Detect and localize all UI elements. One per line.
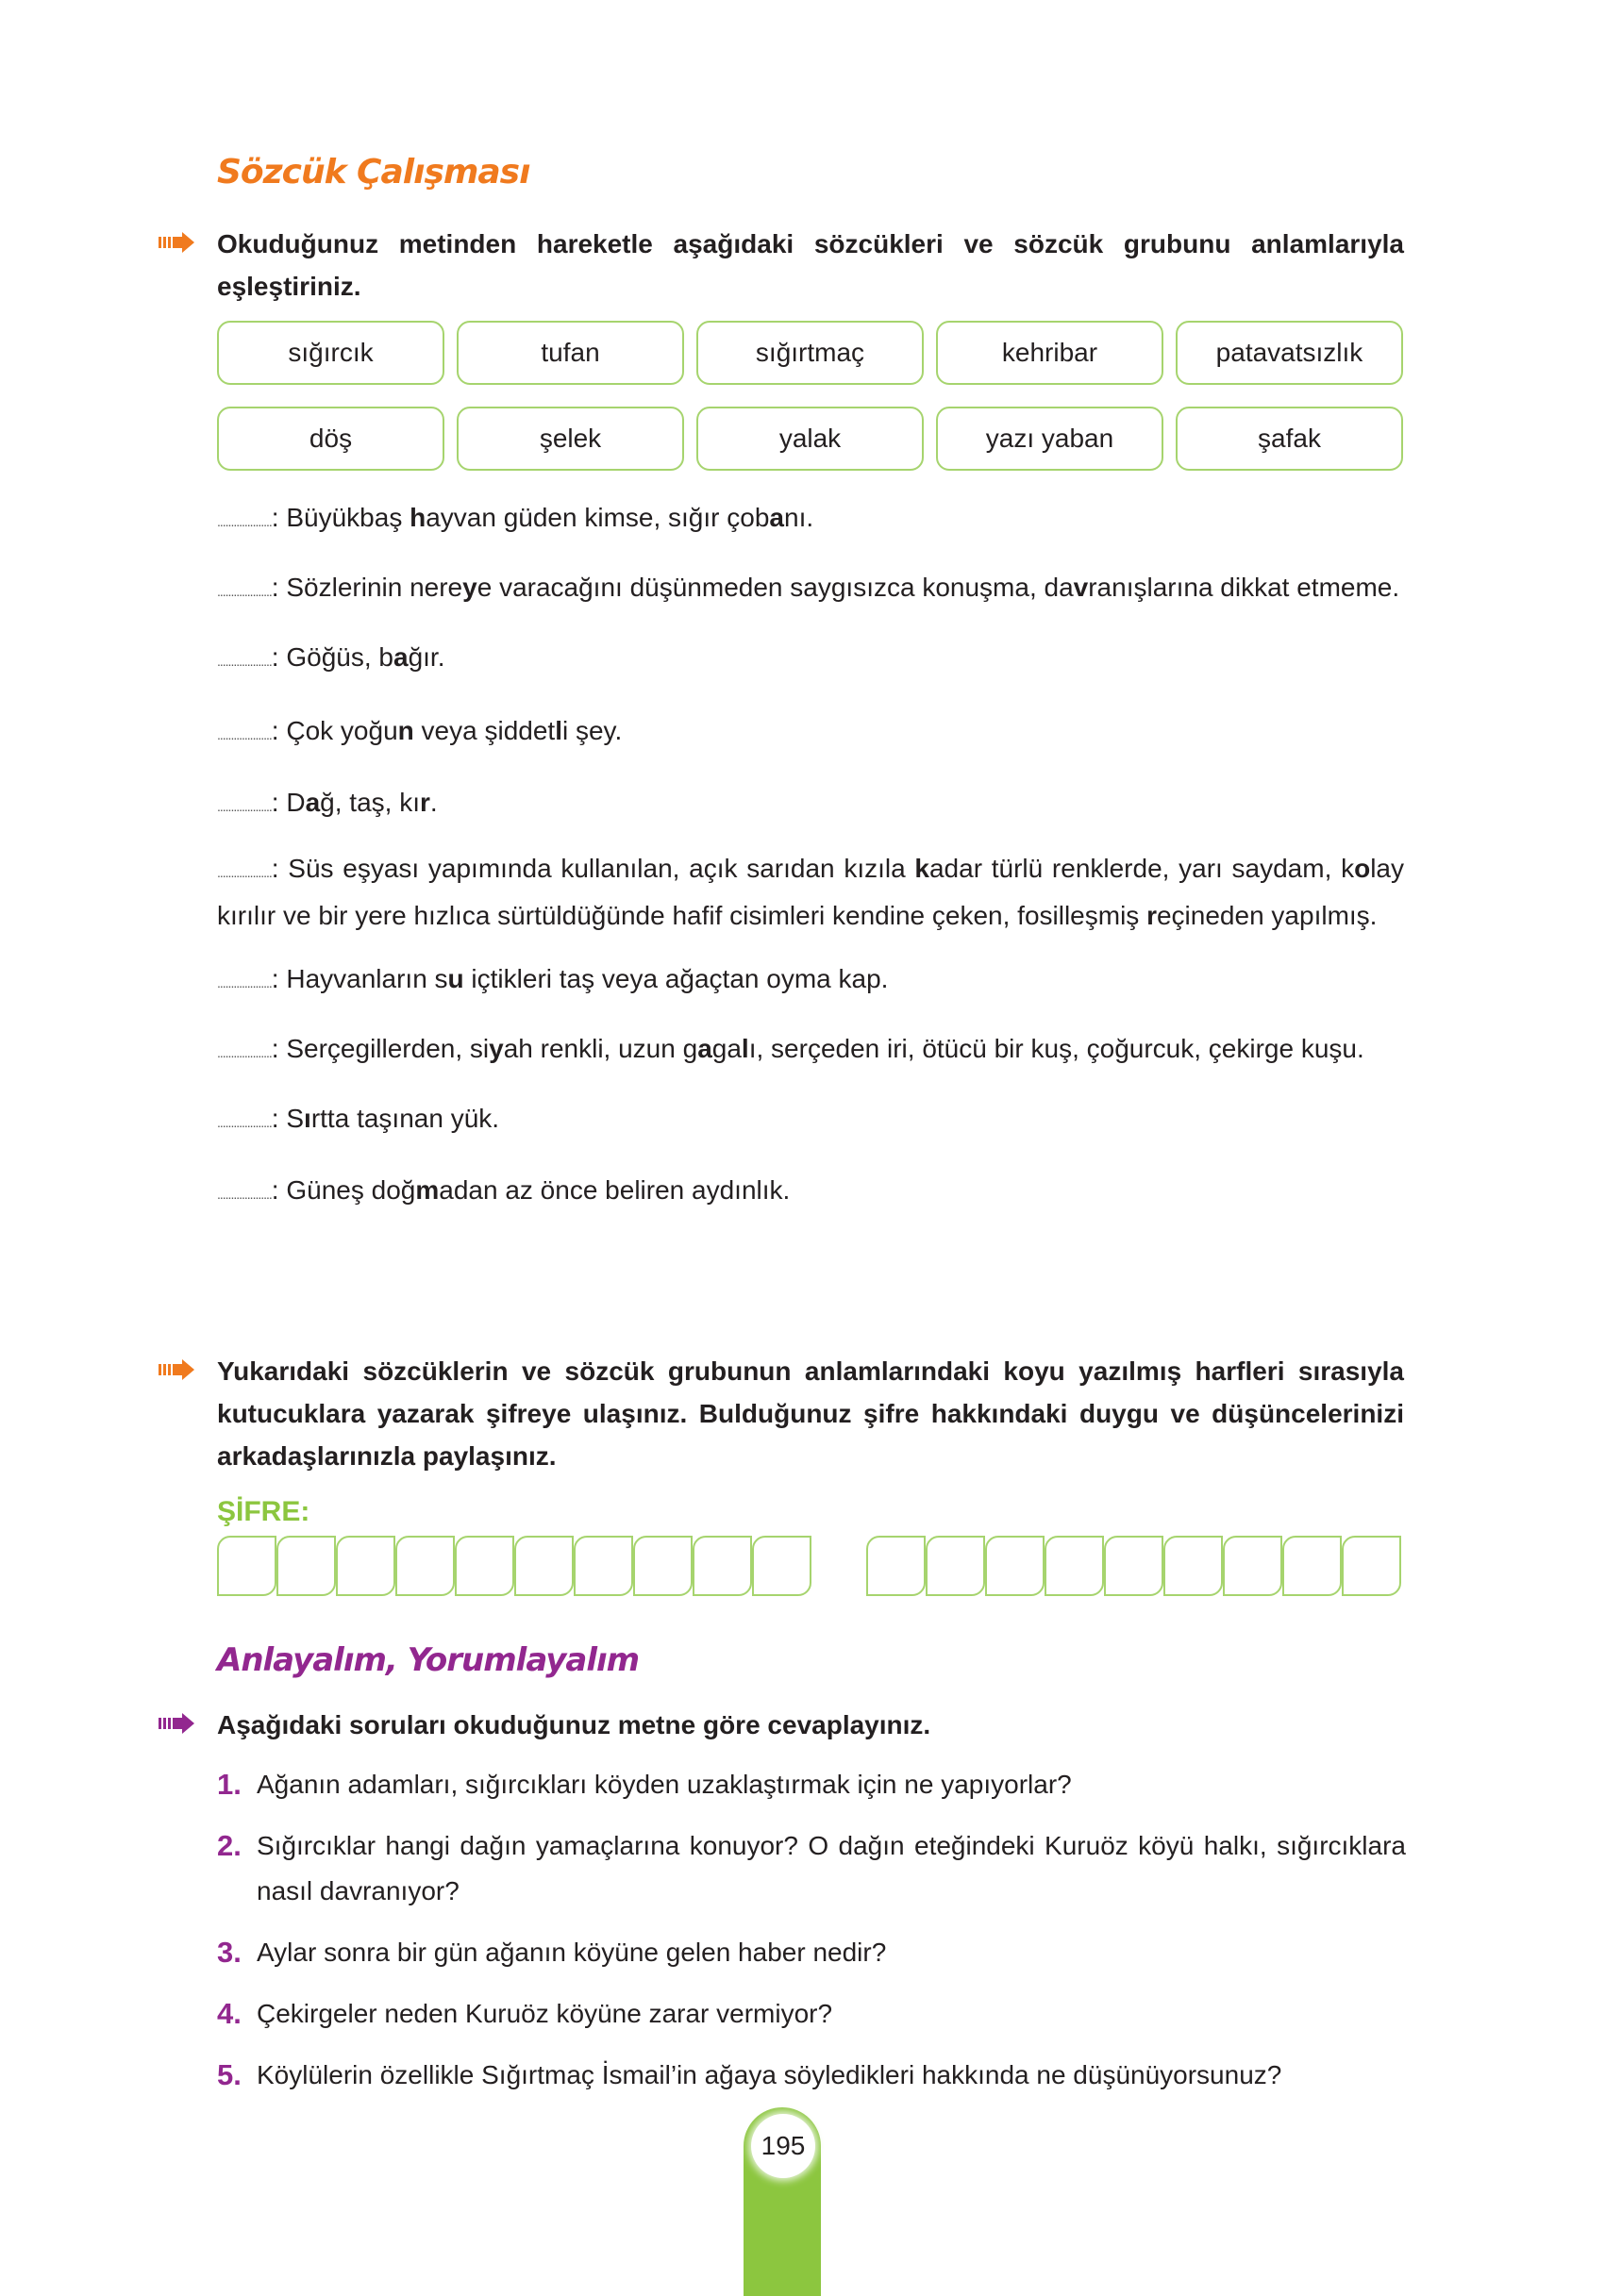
answer-blank: .................... xyxy=(217,654,272,669)
bold-cipher-letter: a xyxy=(769,503,784,532)
question-item xyxy=(217,1762,1406,1807)
definition-list xyxy=(217,496,1404,1216)
definition-text: . xyxy=(429,788,438,817)
cipher-letter-box[interactable] xyxy=(574,1536,633,1596)
cipher-letter-box[interactable] xyxy=(336,1536,395,1596)
bold-cipher-letter: y xyxy=(489,1034,504,1063)
arrow-bullet-icon xyxy=(159,232,196,253)
definition-text: ayvan güden kimse, sığır çob xyxy=(426,503,770,532)
word-bank xyxy=(217,321,1404,471)
word-box: döş xyxy=(217,407,444,471)
definition-text: i şey. xyxy=(561,716,623,745)
question-number: 2. xyxy=(217,1829,242,1862)
definition-text: Hayvanların s xyxy=(286,964,448,993)
definition-text: e varacağını düşünmeden saygısızca konuşma, da xyxy=(476,573,1074,602)
cipher-letter-box[interactable] xyxy=(217,1536,276,1596)
cipher-word-2 xyxy=(866,1536,1401,1596)
instruction-text: Yukarıdaki sözcüklerin ve sözcük grubunun anlamlarındaki koyu yazılmış harfleri sırasıyla kutucuklara yazarak şifreye ulaşınız. Bulduğunuz şifre hakkındaki duygu ve düşüncelerinizi arkadaşlarınızla paylaşınız. xyxy=(217,1356,1404,1471)
cipher-letter-box[interactable] xyxy=(1163,1536,1223,1596)
cipher-letter-box[interactable] xyxy=(633,1536,693,1596)
word-box: kehribar xyxy=(936,321,1163,385)
question-number: 5. xyxy=(217,2058,242,2091)
definition-item: ....................: Çok yoğun veya şiddetli şey. xyxy=(217,716,623,745)
answer-blank: .................... xyxy=(217,727,272,742)
cipher-letter-box[interactable] xyxy=(1282,1536,1342,1596)
cipher-letter-box[interactable] xyxy=(752,1536,811,1596)
word-box: şelek xyxy=(457,407,684,471)
definition-text: ğır. xyxy=(408,642,445,672)
definition-text: ı, serçeden iri, ötücü bir kuş, çoğurcuk, çekirge kuşu. xyxy=(748,1034,1364,1063)
bold-cipher-letter: o xyxy=(1354,854,1371,883)
bold-cipher-letter: h xyxy=(410,503,426,532)
bold-cipher-letter: m xyxy=(415,1175,440,1205)
section-title-word-study: Sözcük Çalışması xyxy=(217,153,530,191)
question-text: Sığırcıklar hangi dağın yamaçlarına konuyor? O dağın eteğindeki Kuruöz köyü halkı, sığırcıklara nasıl davranıyor? xyxy=(257,1831,1406,1905)
definition-item: ....................: Göğüs, bağır. xyxy=(217,642,445,672)
cipher-word-1 xyxy=(217,1536,811,1596)
answer-blank: .................... xyxy=(217,1045,272,1060)
instruction-text: Aşağıdaki soruları okuduğunuz metne göre cevaplayınız. xyxy=(217,1710,931,1739)
bold-cipher-letter: ı xyxy=(304,1104,311,1133)
definition-text: ga xyxy=(711,1034,742,1063)
bold-cipher-letter: a xyxy=(697,1034,712,1063)
answer-blank: .................... xyxy=(217,1115,272,1130)
bold-cipher-letter: r xyxy=(1146,901,1157,930)
question-item xyxy=(217,1991,1406,2037)
definition-text: Serçegillerden, si xyxy=(286,1034,490,1063)
definition-text: içtikleri taş veya ağaçtan oyma kap. xyxy=(463,964,889,993)
bold-cipher-letter: u xyxy=(447,964,464,993)
definition-item: ....................: Güneş doğmadan az önce beliren aydınlık. xyxy=(217,1175,791,1205)
cipher-label: ŞİFRE: xyxy=(217,1496,310,1527)
arrow-bullet-icon xyxy=(159,1359,196,1380)
bold-cipher-letter: n xyxy=(397,716,414,745)
answer-blank: .................... xyxy=(217,799,272,814)
definition-item: ....................: Serçegillerden, siyah renkli, uzun gagalı, serçeden iri, ötücü bir kuş, çoğurcuk, çekirge kuşu. xyxy=(217,1034,1364,1063)
cipher-letter-box[interactable] xyxy=(866,1536,926,1596)
section-title-comprehension: Anlayalım, Yorumlayalım xyxy=(217,1641,640,1679)
bold-cipher-letter: k xyxy=(914,854,929,883)
answer-blank: .................... xyxy=(217,514,272,529)
definition-text: veya şiddet xyxy=(413,716,556,745)
question-text: Köylülerin özellikle Sığırtmaç İsmail’in ağaya söyledikleri hakkında ne düşünüyorsunuz? xyxy=(257,2060,1282,2089)
question-text: Ağanın adamları, sığırcıkları köyden uzaklaştırmak için ne yapıyorlar? xyxy=(257,1770,1072,1799)
page-number: 195 xyxy=(751,2114,815,2178)
instruction-text: Okuduğunuz metinden hareketle aşağıdaki sözcükleri ve sözcük grubunu anlamlarıyla eşleştiriniz. xyxy=(217,229,1404,301)
definition-text: adan az önce beliren aydınlık. xyxy=(439,1175,791,1205)
definition-text: S xyxy=(286,1104,305,1133)
cipher-letter-box[interactable] xyxy=(1223,1536,1282,1596)
cipher-letter-box[interactable] xyxy=(395,1536,455,1596)
definition-text: Göğüs, b xyxy=(286,642,393,672)
bold-cipher-letter: y xyxy=(462,573,477,602)
cipher-letter-box[interactable] xyxy=(1045,1536,1104,1596)
definition-item: ....................: Süs eşyası yapımında kullanılan, açık sarıdan kızıla kadar türlü renklerde, yarı saydam, kolay kırılır ve bir yere hızlıca sürtüldüğünde hafif cisimleri kendine çeken, fosilleşmiş reçineden yapılmış. xyxy=(217,854,1404,930)
bold-cipher-letter: l xyxy=(555,716,562,745)
definition-item: ....................: Sözlerinin nereye varacağını düşünmeden saygısızca konuşma, davranışlarına dikkat etmeme. xyxy=(217,573,1400,602)
definition-text: adar türlü renklerde, yarı saydam, k xyxy=(928,854,1355,883)
definition-item: ....................: Dağ, taş, kır. xyxy=(217,788,438,817)
cipher-letter-box[interactable] xyxy=(926,1536,985,1596)
bold-cipher-letter: r xyxy=(420,788,430,817)
bold-cipher-letter: a xyxy=(393,642,409,672)
word-box: sığırcık xyxy=(217,321,444,385)
definition-text: rtta taşınan yük. xyxy=(310,1104,500,1133)
instruction-questions xyxy=(217,1704,1404,1746)
cipher-letter-box[interactable] xyxy=(455,1536,514,1596)
bold-cipher-letter: v xyxy=(1073,573,1089,602)
question-text: Çekirgeler neden Kuruöz köyüne zarar vermiyor? xyxy=(257,1999,833,2028)
cipher-letter-box[interactable] xyxy=(276,1536,336,1596)
question-text: Aylar sonra bir gün ağanın köyüne gelen haber nedir? xyxy=(257,1938,887,1967)
definition-text: Sözlerinin nere xyxy=(286,573,463,602)
question-item xyxy=(217,2053,1406,2098)
instruction-match xyxy=(217,223,1404,308)
word-box: yazı yaban xyxy=(936,407,1163,471)
word-box: yalak xyxy=(696,407,924,471)
definition-text: nı. xyxy=(784,503,814,532)
question-item xyxy=(217,1930,1406,1975)
cipher-letter-box[interactable] xyxy=(1342,1536,1401,1596)
bold-cipher-letter: l xyxy=(741,1034,749,1063)
bold-cipher-letter: a xyxy=(305,788,321,817)
definition-text: D xyxy=(286,788,306,817)
definition-text: lay kırılır ve bir yere hızlıca sürtüldüğünde hafif cisimleri kendine çeken, fosilleşmiş xyxy=(217,854,1404,930)
word-box: tufan xyxy=(457,321,684,385)
question-number: 4. xyxy=(217,1997,242,2030)
question-item xyxy=(217,1823,1406,1914)
definition-text: eçineden yapılmış. xyxy=(1156,901,1378,930)
answer-blank: .................... xyxy=(217,865,272,880)
answer-blank: .................... xyxy=(217,1187,272,1202)
cipher-letter-box[interactable] xyxy=(693,1536,752,1596)
word-box: sığırtmaç xyxy=(696,321,924,385)
word-box: şafak xyxy=(1176,407,1403,471)
answer-blank: .................... xyxy=(217,584,272,599)
arrow-bullet-icon xyxy=(159,1713,196,1734)
definition-item: ....................: Sırtta taşınan yük. xyxy=(217,1104,500,1133)
definition-text: Güneş doğ xyxy=(286,1175,416,1205)
definition-item: ....................: Büyükbaş hayvan güden kimse, sığır çobanı. xyxy=(217,503,814,532)
answer-blank: .................... xyxy=(217,975,272,990)
definition-text: ranışlarına dikkat etmeme. xyxy=(1088,573,1400,602)
cipher-letter-box[interactable] xyxy=(985,1536,1045,1596)
definition-item: ....................: Hayvanların su içtikleri taş veya ağaçtan oyma kap. xyxy=(217,964,889,993)
cipher-letter-box[interactable] xyxy=(1104,1536,1163,1596)
cipher-letter-box[interactable] xyxy=(514,1536,574,1596)
question-list xyxy=(217,1762,1406,2114)
question-number: 3. xyxy=(217,1936,242,1969)
definition-text: Çok yoğu xyxy=(286,716,398,745)
instruction-cipher xyxy=(217,1350,1404,1477)
definition-text: Büyükbaş xyxy=(286,503,410,532)
question-number: 1. xyxy=(217,1768,242,1801)
definition-text: Süs eşyası yapımında kullanılan, açık sarıdan kızıla xyxy=(288,854,915,883)
definition-text: ğ, taş, kı xyxy=(320,788,420,817)
word-box: patavatsızlık xyxy=(1176,321,1403,385)
definition-text: ah renkli, uzun g xyxy=(503,1034,698,1063)
